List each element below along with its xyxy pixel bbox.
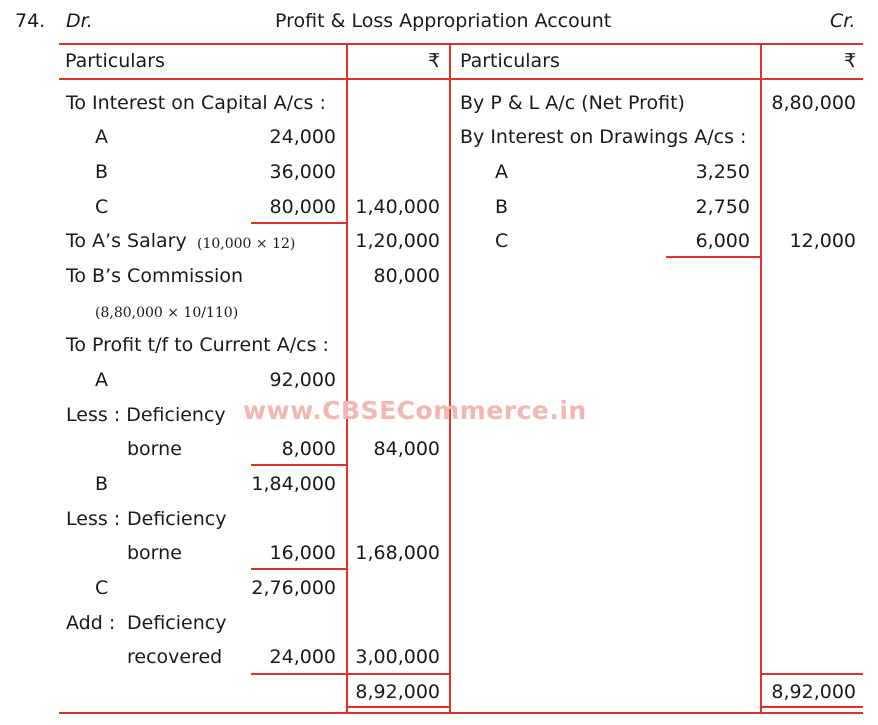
debit-particulars-header: Particulars (65, 50, 165, 72)
account-title: Profit & Loss Appropriation Account (275, 10, 612, 32)
header-bottom-rule (59, 78, 863, 80)
profit-amount-b: 1,84,000 (251, 473, 336, 495)
id-total: 12,000 (789, 230, 856, 252)
b-less-label: Less : (66, 508, 121, 530)
credit-particulars-header: Particulars (460, 50, 560, 72)
salary-label: To A’s Salary (66, 230, 187, 252)
debit-label: Dr. (66, 10, 93, 32)
ic-amount-c: 80,000 (269, 196, 336, 218)
ic-partner-a: A (95, 126, 108, 148)
b-deficiency-label: Deficiency (127, 508, 227, 530)
credit-total: 8,92,000 (771, 681, 856, 703)
watermark: www.CBSECommerce.in (243, 396, 587, 425)
profit-partner-a: A (95, 369, 108, 391)
c-net-rule (251, 673, 346, 675)
table-bottom-rule (59, 712, 863, 714)
profit-transfer-label: To Profit t/f to Current A/cs : (66, 334, 329, 356)
ic-amount-b: 36,000 (269, 161, 336, 183)
id-partner-a: A (495, 161, 508, 183)
a-borne-label: borne (127, 438, 182, 460)
credit-amount-column-rule (760, 43, 762, 714)
id-partner-c: C (495, 230, 509, 252)
a-less-deficiency: Less : Deficiency (66, 404, 226, 426)
ic-total: 1,40,000 (355, 196, 440, 218)
c-recovered-amount: 24,000 (269, 646, 336, 668)
credit-total-top-rule (760, 673, 863, 675)
ic-subtotal-rule (251, 222, 346, 224)
commission-calculation: (8,80,000 × 10/110) (95, 305, 239, 321)
a-net-rule (251, 464, 346, 466)
id-amount-b: 2,750 (695, 196, 750, 218)
debit-total-double-rule (346, 706, 449, 708)
id-partner-b: B (495, 196, 509, 218)
id-subtotal-rule (666, 256, 760, 258)
credit-rupee-header: ₹ (844, 50, 857, 72)
header-top-rule (59, 43, 863, 45)
commission-label: To B’s Commission (66, 265, 243, 287)
profit-partner-c: C (95, 577, 109, 599)
interest-drawings-label: By Interest on Drawings A/cs : (460, 126, 747, 148)
salary-amount: 1,20,000 (355, 230, 440, 252)
net-profit-label: By P & L A/c (Net Profit) (460, 92, 685, 114)
c-deficiency-label: Deficiency (127, 612, 227, 634)
ic-partner-b: B (95, 161, 109, 183)
c-add-label: Add : (66, 612, 116, 634)
net-profit-amount: 8,80,000 (771, 92, 856, 114)
debit-total: 8,92,000 (355, 681, 440, 703)
a-net-profit: 84,000 (373, 438, 440, 460)
b-net-rule (251, 568, 346, 570)
salary-calculation: (10,000 × 12) (197, 236, 296, 252)
question-number: 74. (15, 10, 46, 32)
commission-amount: 80,000 (373, 265, 440, 287)
interest-on-capital-label: To Interest on Capital A/cs : (66, 92, 326, 114)
ic-partner-c: C (95, 196, 109, 218)
c-net-profit: 3,00,000 (355, 646, 440, 668)
ic-amount-a: 24,000 (269, 126, 336, 148)
profit-amount-c: 2,76,000 (251, 577, 336, 599)
id-amount-c: 6,000 (695, 230, 750, 252)
profit-partner-b: B (95, 473, 109, 495)
credit-total-double-rule (760, 706, 863, 708)
a-deficiency-amount: 8,000 (281, 438, 336, 460)
id-amount-a: 3,250 (695, 161, 750, 183)
debit-rupee-header: ₹ (428, 50, 441, 72)
center-column-rule (449, 43, 451, 714)
debit-amount-column-rule (346, 43, 348, 714)
c-recovered-label: recovered (127, 646, 223, 668)
b-net-profit: 1,68,000 (355, 542, 440, 564)
b-borne-label: borne (127, 542, 182, 564)
debit-total-top-rule (346, 673, 449, 675)
profit-amount-a: 92,000 (269, 369, 336, 391)
credit-label: Cr. (830, 10, 856, 32)
b-deficiency-amount: 16,000 (269, 542, 336, 564)
